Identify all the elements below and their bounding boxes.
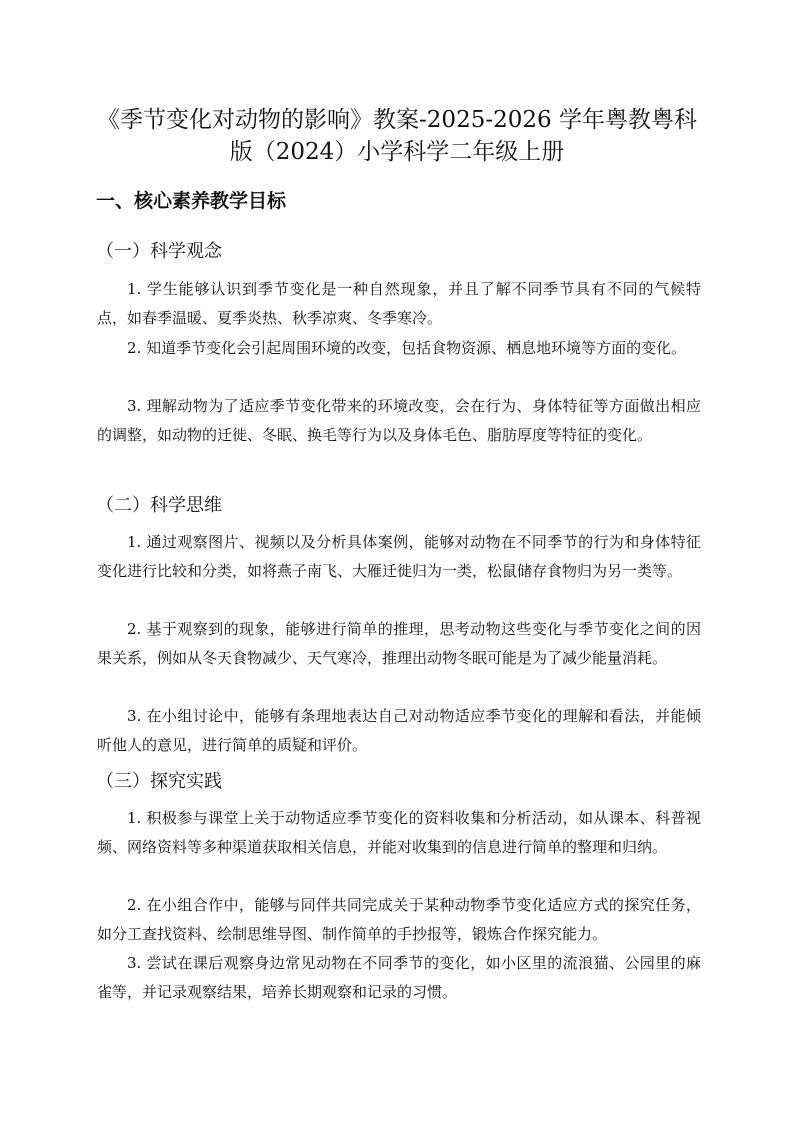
paragraph: 3. 尝试在课后观察身边常见动物在不同季节的变化，如小区里的流浪猫、公园里的麻雀等，并记录观察结果，培养长期观察和记录的习惯。 (97, 954, 701, 1001)
paragraph: 2. 在小组合作中，能够与同伴共同完成关于某种动物季节变化适应方式的探究任务，如分工查找资料、绘制思维导图、制作简单的手抄报等，锻炼合作探究能力。 (97, 896, 701, 943)
paragraph: 2. 知道季节变化会引起周围环境的改变，包括食物资源、栖息地环境等方面的变化。 (127, 339, 687, 357)
paragraph: 1. 学生能够认识到季节变化是一种自然现象，并且了解不同季节具有不同的气候特点，如春季温暖、夏季炎热、秋季凉爽、冬季寒冷。 (97, 280, 701, 327)
subsection-heading-inquiry-practice: （三）探究实践 (96, 771, 222, 792)
document-title: 《季节变化对动物的影响》教案-2025-2026 学年粤教粤科版（2024）小学科学二年级上册 (97, 107, 697, 165)
subsection-heading-science-thinking: （二）科学思维 (96, 495, 222, 516)
paragraph: 3. 理解动物为了适应季节变化带来的环境改变，会在行为、身体特征等方面做出相应的调整，如动物的迁徙、冬眠、换毛等行为以及身体毛色、脂肪厚度等特征的变化。 (97, 397, 701, 444)
paragraph: 3. 在小组讨论中，能够有条理地表达自己对动物适应季节变化的理解和看法，并能倾听他人的意见，进行简单的质疑和评价。 (97, 707, 701, 754)
paragraph: 2. 基于观察到的现象，能够进行简单的推理，思考动物这些变化与季节变化之间的因果关系，例如从冬天食物减少、天气寒冷，推理出动物冬眠可能是为了减少能量消耗。 (97, 620, 701, 667)
subsection-heading-science-concepts: （一）科学观念 (96, 241, 222, 262)
paragraph: 1. 通过观察图片、视频以及分析具体案例，能够对动物在不同季节的行为和身体特征变化进行比较和分类，如将燕子南飞、大雁迁徙归为一类，松鼠储存食物归为另一类等。 (97, 533, 701, 580)
paragraph: 1. 积极参与课堂上关于动物适应季节变化的资料收集和分析活动，如从课本、科普视频、网络资料等多种渠道获取相关信息，并能对收集到的信息进行简单的整理和归纳。 (97, 809, 701, 856)
section-heading-core-goals: 一、核心素养教学目标 (96, 190, 287, 212)
